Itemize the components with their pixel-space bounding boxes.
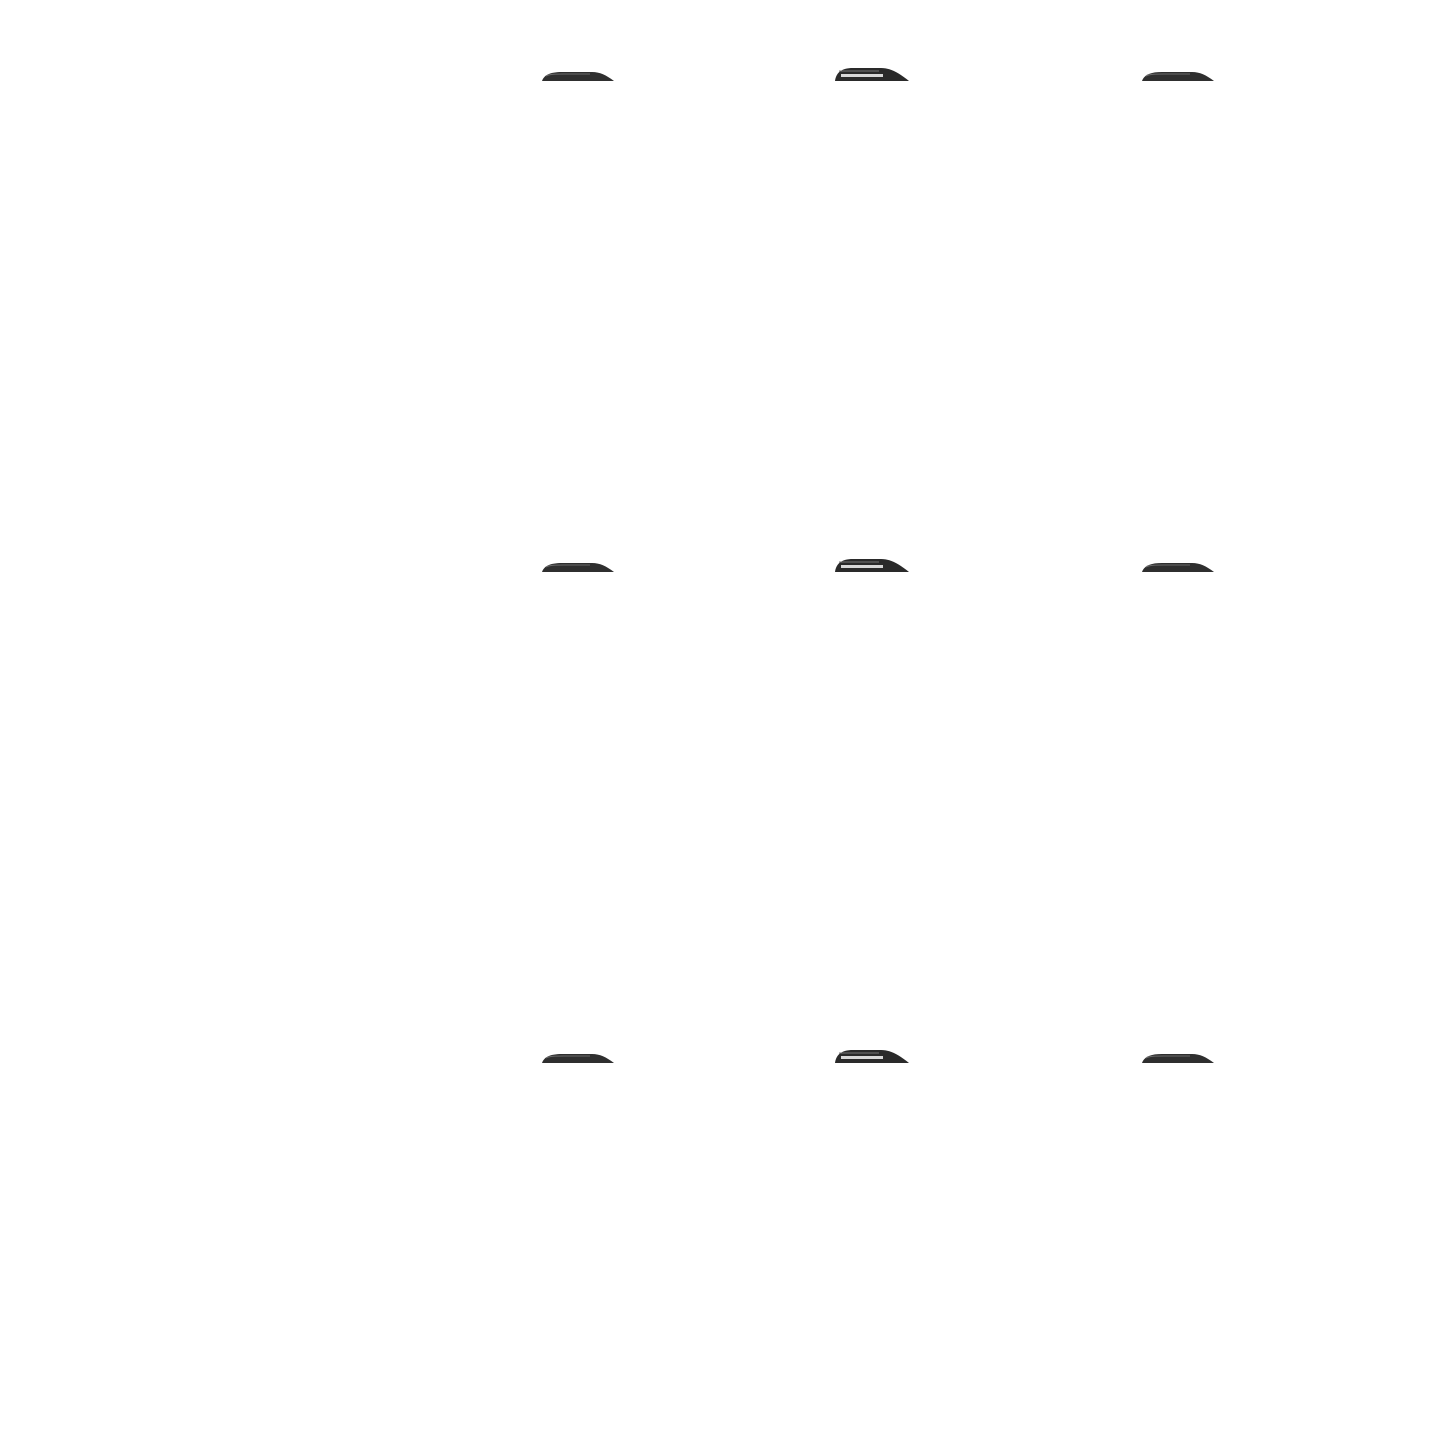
grid-tile-r1-c2 xyxy=(833,66,913,82)
cropped-object-top-icon xyxy=(1140,1048,1220,1064)
grid-tile-r2-c2 xyxy=(833,557,913,573)
cropped-object-top-icon xyxy=(1140,557,1220,573)
grid-tile-r1-c3 xyxy=(1140,66,1220,82)
grid-tile-r3-c2 xyxy=(833,1048,913,1064)
cropped-object-top-icon xyxy=(833,557,913,573)
cropped-object-top-icon xyxy=(1140,66,1220,82)
cropped-object-top-icon xyxy=(540,66,620,82)
grid-tile-r1-c1 xyxy=(540,66,620,82)
cropped-object-top-icon xyxy=(540,557,620,573)
cropped-object-top-icon xyxy=(833,1048,913,1064)
grid-tile-r3-c1 xyxy=(540,1048,620,1064)
grid-tile-r2-c1 xyxy=(540,557,620,573)
cropped-object-top-icon xyxy=(540,1048,620,1064)
cropped-object-top-icon xyxy=(833,66,913,82)
grid-tile-r3-c3 xyxy=(1140,1048,1220,1064)
grid-tile-r2-c3 xyxy=(1140,557,1220,573)
